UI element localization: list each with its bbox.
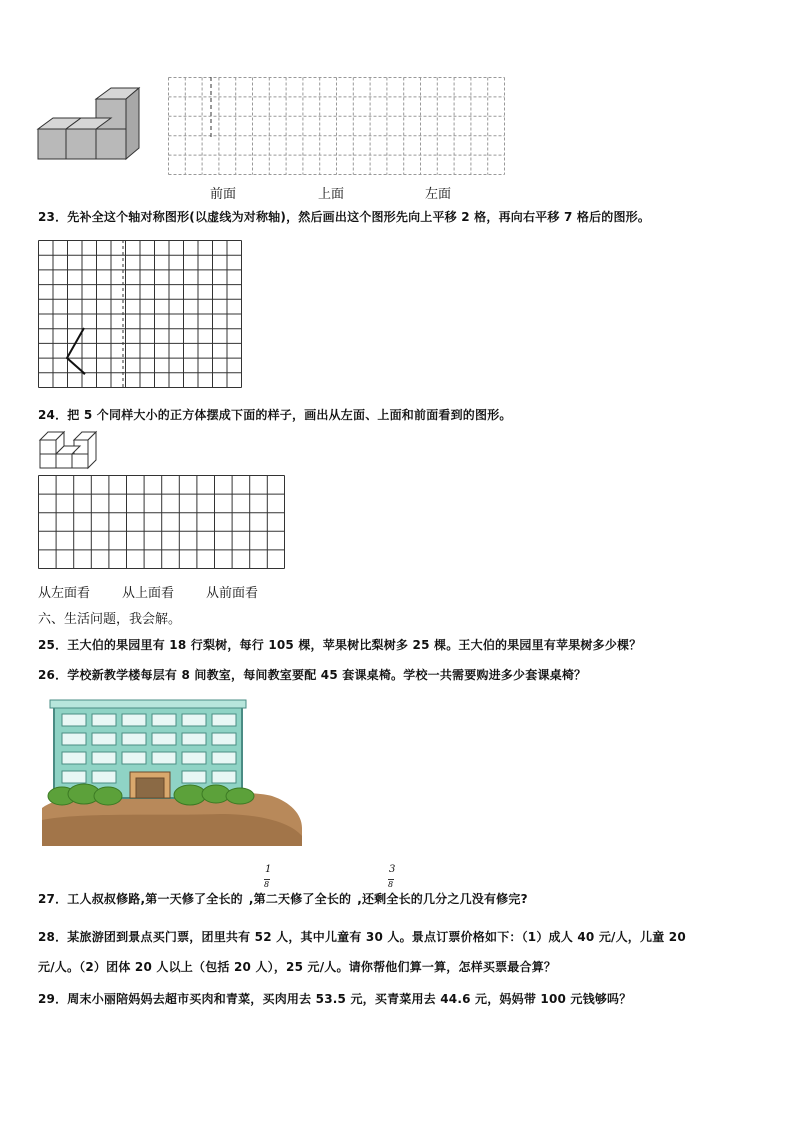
q27-frac2-denominator: 8 (388, 880, 394, 889)
q27-part3: ,还剩全长的几分之几没有修完? (357, 892, 528, 906)
window (62, 714, 86, 726)
q22-label-top: 上面 (318, 187, 345, 202)
window (152, 733, 176, 745)
q27-frac2-numerator: 3 (389, 864, 396, 875)
window (92, 714, 116, 726)
q24-cube-figure (38, 430, 100, 472)
q28-line1: 28．某旅游团到景点买门票，团里共有 52 人，其中儿童有 30 人。景点订票价格如下：（1）成人 40 元/人，儿童 20 (38, 930, 686, 944)
window (92, 771, 116, 783)
section6-title: 六、生活问题，我会解。 (38, 612, 182, 627)
window (122, 714, 146, 726)
q24-label-top: 从上面看 (122, 586, 175, 601)
q24-label-front: 从前面看 (206, 586, 259, 601)
q27-frac1-denominator: 8 (264, 880, 270, 889)
q23-text: 23．先补全这个轴对称图形(以虚线为对称轴)，然后画出这个图形先向上平移 2 格，再向右平移 7 格后的图形。 (38, 210, 651, 224)
q27-part1: 27．工人叔叔修路,第一天修了全长的 (38, 892, 243, 906)
q26-text: 26．学校新教学楼每层有 8 间教室，每间教室要配 45 套课桌椅。学校一共需要购进多少套课桌椅？ (38, 668, 587, 682)
q27-part2: ,第二天修了全长的 (248, 892, 352, 906)
window (152, 752, 176, 764)
q22-cube-figure (36, 86, 140, 162)
window (182, 714, 206, 726)
window (62, 752, 86, 764)
q22-label-front: 前面 (210, 187, 237, 202)
q29-text: 29．周末小丽陪妈妈去超市买肉和青菜，买肉用去 53.5 元，买青菜用去 44.6 元，妈妈带 100 元钱够吗？ (38, 992, 632, 1006)
window (182, 752, 206, 764)
q24-grid (38, 475, 286, 569)
window (62, 733, 86, 745)
q25-text: 25．王大伯的果园里有 18 行梨树，每行 105 棵，苹果树比梨树多 25 棵。王大伯的果园里有苹果树多少棵？ (38, 638, 642, 652)
window (212, 752, 236, 764)
school-building-illustration (40, 698, 304, 846)
q28-line2: 元/人。（2）团体 20 人以上（包括 20 人），25 元/人。请你帮他们算一算，怎样买票最合算？ (38, 960, 557, 974)
q22-dashed-grid (168, 77, 506, 175)
window (152, 714, 176, 726)
window (182, 733, 206, 745)
q23-grid (38, 240, 244, 390)
window (212, 733, 236, 745)
window (122, 733, 146, 745)
q27-frac1-numerator: 1 (265, 864, 272, 875)
window (182, 771, 206, 783)
q24-text: 24．把 5 个同样大小的正方体摆成下面的样子，画出从左面、上面和前面看到的图形。 (38, 408, 512, 422)
q22-label-left: 左面 (425, 187, 452, 202)
window (212, 714, 236, 726)
window (92, 752, 116, 764)
window (212, 771, 236, 783)
q24-label-left: 从左面看 (38, 586, 91, 601)
window (62, 771, 86, 783)
window (92, 733, 116, 745)
window (122, 752, 146, 764)
q27-text (38, 890, 528, 907)
